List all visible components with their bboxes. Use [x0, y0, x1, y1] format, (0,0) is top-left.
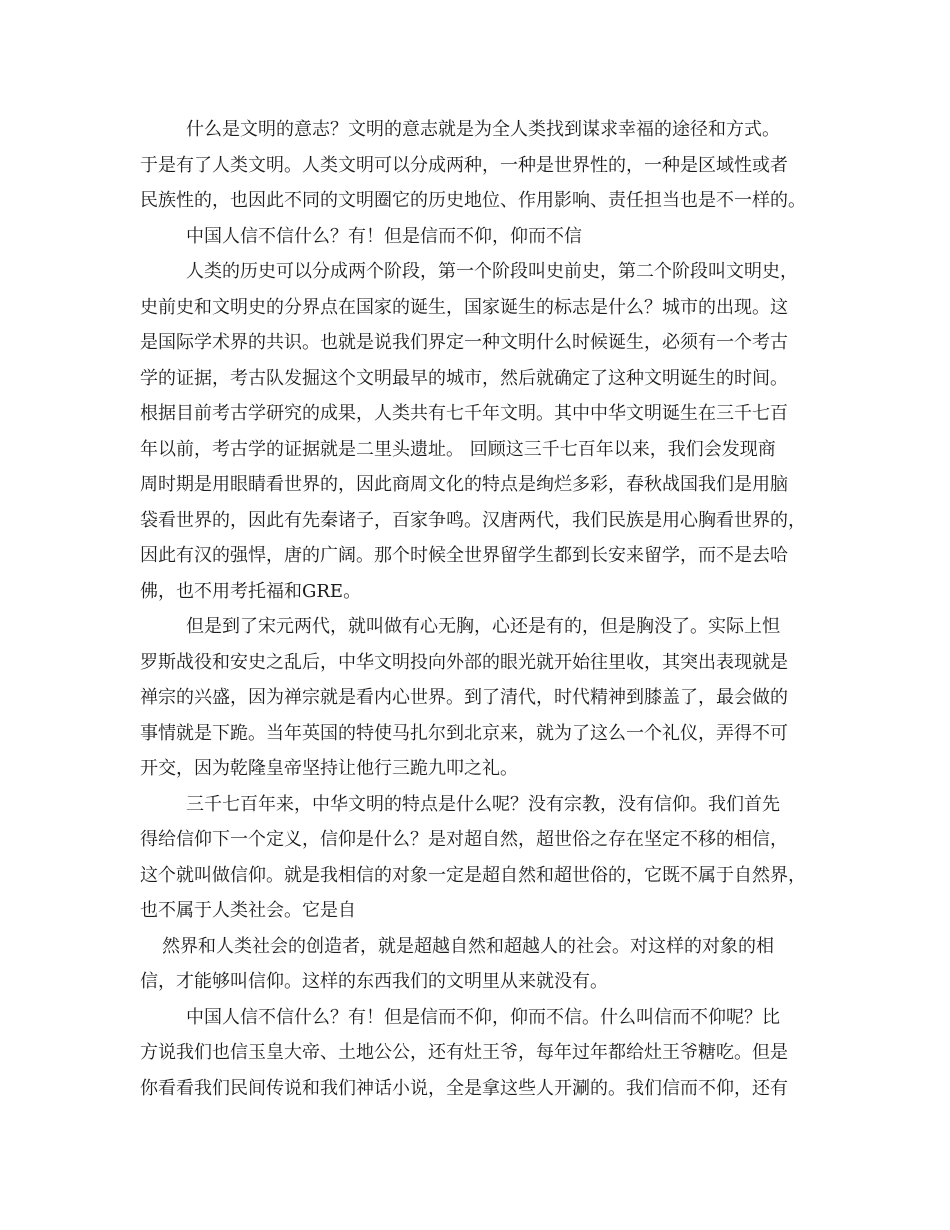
text-line: 得给信仰下一个定义，信仰是什么？是对超自然，超世俗之存在坚定不移的相信， — [140, 829, 788, 850]
document-body — [140, 112, 812, 1106]
text-line: 方说我们也信玉皇大帝、土地公公，还有灶王爷，每年过年都给灶王爷糖吃。但是 — [140, 1042, 788, 1063]
text-line: 是国际学术界的共识。也就是说我们界定一种文明什么时候诞生，必须有一个考古 — [140, 332, 788, 353]
text-line: 开交，因为乾隆皇帝坚持让他行三跪九叩之礼。 — [140, 758, 518, 779]
text-line: 禅宗的兴盛，因为禅宗就是看内心世界。到了清代，时代精神到膝盖了，最会做的 — [140, 687, 788, 708]
text-line: 然界和人类社会的创造者，就是超越自然和超越人的社会。对这样的对象的相 — [162, 935, 774, 957]
text-line: 人类的历史可以分成两个阶段，第一个阶段叫史前史，第二个阶段叫文明史， — [186, 261, 798, 282]
text-line: 周时期是用眼睛看世界的，因此商周文化的特点是绚烂多彩，春秋战国我们是用脑 — [140, 474, 788, 495]
text-line: 你看看我们民间传说和我们神话小说，全是拿这些人开涮的。我们信而不仰，还有 — [140, 1077, 788, 1099]
text-line: 学的证据，考古队发掘这个文明最早的城市，然后就确定了这种文明诞生的时间。 — [140, 367, 788, 389]
text-line: 于是有了人类文明。人类文明可以分成两种，一种是世界性的，一种是区域性或者 — [140, 154, 788, 176]
text-line: 民族性的，也因此不同的文明圈它的历史地位、作用影响、责任担当也是不一样的。 — [140, 190, 806, 211]
text-line: 事情就是下跪。当年英国的特使马扎尔到北京来，就为了这么一个礼仪，弄得不可 — [140, 722, 788, 744]
text-line: 因此有汉的强悍，唐的广阔。那个时候全世界留学生都到长安来留学，而不是去哈 — [140, 545, 788, 566]
text-line: 这个就叫做信仰。就是我相信的对象一定是超自然和超世俗的，它既不属于自然界， — [140, 864, 806, 886]
text-line: 三千七百年来，中华文明的特点是什么呢？没有宗教，没有信仰。我们首先 — [186, 793, 780, 815]
text-line: 什么是文明的意志？文明的意志就是为全人类找到谋求幸福的途径和方式。 — [186, 119, 780, 140]
text-line: 罗斯战役和安史之乱后，中华文明投向外部的眼光就开始往里收，其突出表现就是 — [140, 651, 788, 673]
text-line: 信，才能够叫信仰。这样的东西我们的文明里从来就没有。 — [140, 971, 608, 992]
text-line: 但是到了宋元两代，就叫做有心无胸，心还是有的，但是胸没了。实际上怛 — [186, 616, 780, 637]
text-line: 佛，也不用考托福和GRE。 — [140, 580, 362, 602]
text-line: 年以前，考古学的证据就是二里头遗址。 回顾这三千七百年以来，我们会发现商 — [140, 438, 776, 460]
text-line: 袋看世界的，因此有先秦诸子，百家争鸣。汉唐两代，我们民族是用心胸看世界的， — [140, 509, 806, 531]
text-line: 根据目前考古学研究的成果，人类共有七千年文明。其中中华文明诞生在三千七百 — [140, 403, 788, 424]
text-line: 也不属于人类社会。它是自 — [140, 900, 356, 921]
text-line: 中国人信不信什么？有！但是信而不仰，仰而不信 — [186, 225, 582, 247]
text-line: 史前史和文明史的分界点在国家的诞生，国家诞生的标志是什么？城市的出现。这 — [140, 296, 788, 318]
text-line: 中国人信不信什么？有！但是信而不仰，仰而不信。什么叫信而不仰呢？比 — [186, 1006, 780, 1028]
